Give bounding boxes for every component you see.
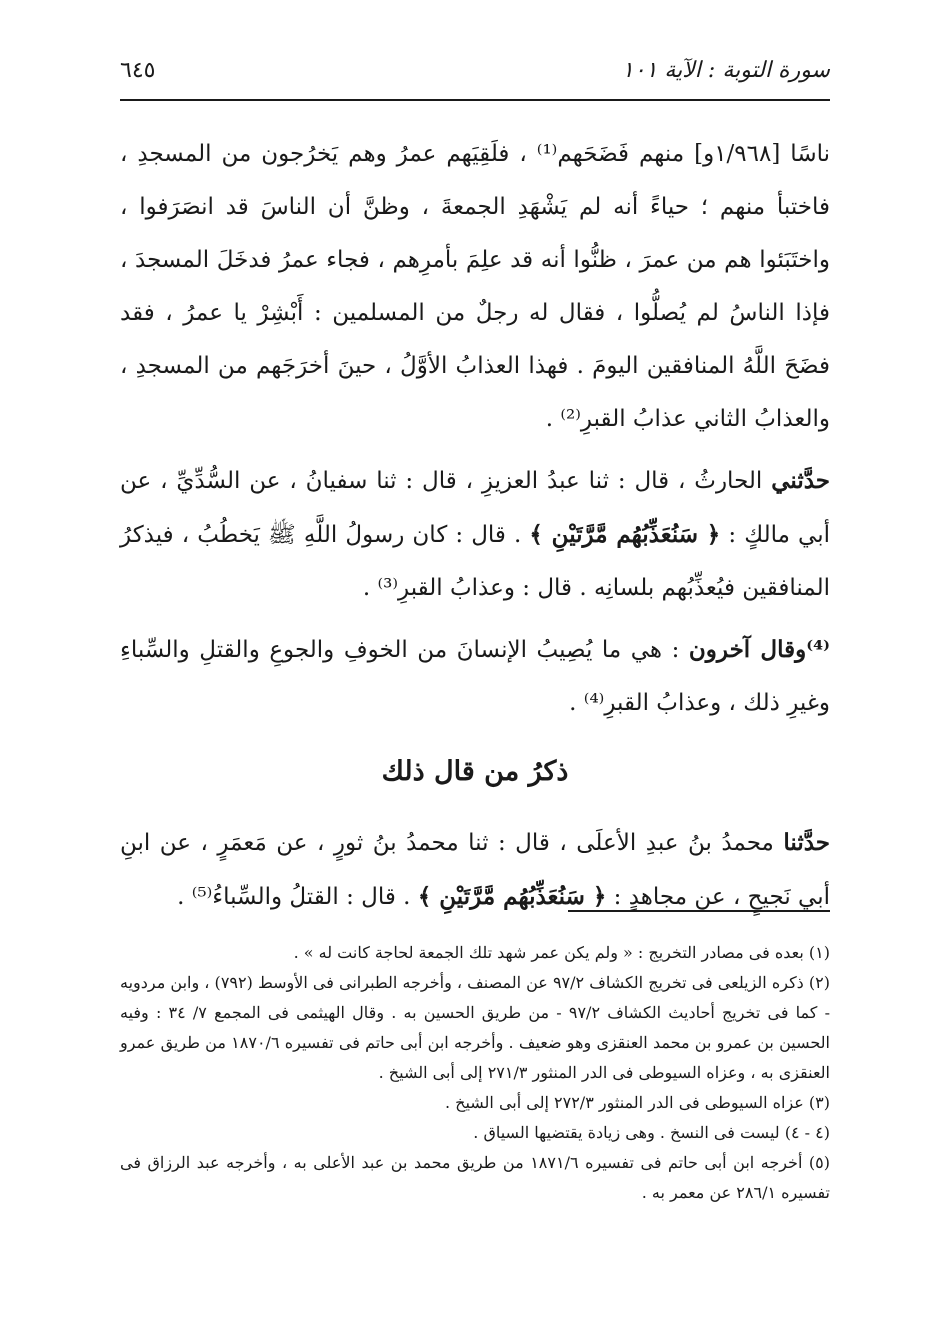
footnote-4: (٤ - ٤) ليست فى النسخ . وهى زيادة يقتضيها السياق . — [473, 1123, 830, 1142]
footnote-1: (١) بعده فى مصادر التخريج : « ولم يكن عمر شهد تلك الجمعة لحاجة كانت له » . — [293, 943, 830, 962]
paragraph-2 — [120, 454, 830, 615]
footnote-5: (٥) أخرجه ابن أبى حاتم فى تفسيره ١٨٧١/٦ من طريق محمد بن عبد الأعلى به ، وأخرجه عبد الرزاق فى تفسيره ٢٨٦/١ عن معمر به . — [120, 1153, 831, 1202]
quran-quote: ﴿ سَنُعَذِّبُهُم مَّرَّتَيْنِ ﴾ — [529, 521, 721, 548]
narration-text: : هي ما يُصِيبُ الإنسانَ من الخوفِ والجوعِ والقتلِ والسِّباءِ وغيرِ ذلك ، وعذابُ القبرِ⁽⁴⁾ . — [120, 637, 830, 716]
page-header — [120, 50, 830, 94]
main-text — [120, 128, 830, 932]
footnotes — [120, 938, 830, 1208]
footnote-2: (٢) ذكره الزيلعى فى تخريج الكشاف ٩٧/٢ عن المصنف ، وأخرجه الطبرانى فى الأوسط (٧٩٢) ، وابن مردويه - كما فى تخريج أحاديث الكشاف ٩٧/٢ - من طريق الحسين به . وقال الهيثمى فى المجمع ٧/ ٣٤ : وفيه الحسين بن عمرو بن محمد العنقزى وهو ضعيف . وأخرجه ابن أبى حاتم فى تفسيره ١٨٧٠/٦ من طريق عمرو العنقزى به ، وعزاه السيوطى فى الدر المنثور ٢٧١/٣ إلى أبى الشيخ . — [120, 973, 831, 1082]
narration-text: الحارثُ ، قال : ثنا عبدُ العزيزِ ، قال : ثنا سفيانُ ، عن السُّدِّيِّ ، عن أبي مالكٍ : — [120, 468, 831, 548]
running-title: سورة التوبة : الآية ١٠١ — [621, 58, 830, 83]
section-heading: ذكرُ من قال ذلك — [381, 756, 569, 787]
footnote-3: (٣) عزاه السيوطى فى الدر المنثور ٢٧٢/٣ إلى أبى الشيخ . — [444, 1093, 830, 1112]
quran-quote: ﴿ سَنُعَذِّبُهُم مَّرَّتَيْنِ ﴾ — [417, 883, 607, 910]
header-divider — [120, 99, 830, 101]
narration-text: . قال : كان رسولُ اللَّهِ ﷺ يَخطُبُ ، فيذكرُ المنافقين فيُعذِّبُهم بلسانِه . قال : وعذابُ القبرِ⁽³⁾ . — [120, 522, 830, 601]
narration-text: محمدُ بنُ عبدِ الأعلَى ، قال : ثنا محمدُ بنُ ثورٍ ، عن مَعمَرٍ ، عن ابنِ أبي نَجيحٍ ، عن مجاهدٍ : — [120, 830, 830, 910]
narration-lead: ⁽⁴⁾وقال آخرون — [688, 636, 830, 663]
narration-lead: حدَّثنا — [783, 829, 831, 856]
footnote-divider — [568, 910, 830, 912]
narration-lead: حدَّثني — [771, 467, 831, 494]
paragraph-4 — [120, 816, 830, 924]
narration-text: . قال : القتلُ والسِّباءُ⁽⁵⁾ . — [177, 884, 411, 910]
paragraph-3 — [120, 623, 830, 730]
paragraph-1: ناسًا [١/٩٦٨و] منهم فَضَحَهم⁽¹⁾ ، فلَقِيَهم عمرُ وهم يَخرُجون من المسجدِ ، فاختبأ منهم ؛ حياءً أنه لم يَشْهَدِ الجمعةَ ، وظنَّ أن الناسَ قد انصَرَفوا ، واختَبَئوا هم من عمرَ ، ظنُّوا أنه قد علِمَ بأمرِهم ، فجاء عمرُ فدخَلَ المسجدَ ، فإذا الناسُ لم يُصلُّوا ، فقال له رجلٌ من المسلمين : أَبْشِرْ يا عمرُ ، فقد فضَحَ اللَّهُ المنافقين اليومَ . فهذا العذابُ الأوَّلُ ، حينَ أخرَجَهم من المسجدِ ، والعذابُ الثاني عذابُ القبرِ⁽²⁾ . — [120, 141, 830, 432]
page-number: ٦٤٥ — [120, 58, 156, 83]
